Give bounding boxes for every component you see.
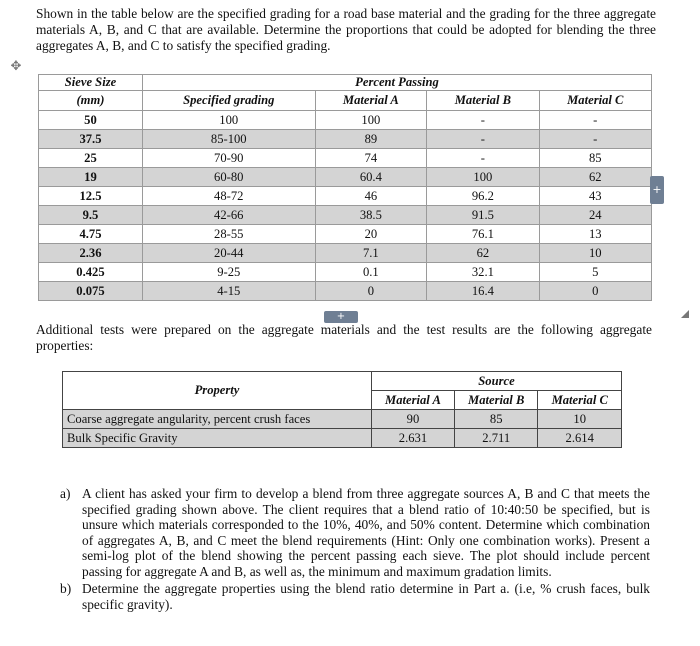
col-header-material-b: Material B [427, 91, 539, 111]
grading-table [38, 74, 652, 301]
table-row: Bulk Specific Gravity 2.631 2.711 2.614 [63, 429, 622, 448]
table-row: Coarse aggregate angularity, percent crush faces 90 85 10 [63, 410, 622, 429]
list-item [60, 486, 650, 579]
table-row: 19 60-80 60.4 100 62 [39, 168, 652, 187]
table-row: 37.5 85-100 89 - - [39, 130, 652, 149]
table-resize-handle-icon[interactable] [681, 310, 689, 318]
percent-passing-header: Percent Passing [142, 75, 651, 91]
table-row: 0.075 4-15 0 16.4 0 [39, 282, 652, 301]
questions-list [60, 486, 650, 614]
col-header-material-c: Material C [539, 91, 651, 111]
source-header: Source [372, 372, 622, 391]
property-table [62, 371, 622, 448]
col-header-specified-grading: Specified grading [142, 91, 315, 111]
col-header-material-a: Material A [315, 91, 427, 111]
question-text: Determine the aggregate properties using the blend ratio determine in Part a. (i.e, % crush faces, bulk specific gravity). [82, 581, 650, 612]
table-row: 9.5 42-66 38.5 91.5 24 [39, 206, 652, 225]
additional-tests-paragraph: Additional tests were prepared on the aggregate materials and the test results are the following aggregate properties: [36, 322, 652, 353]
table-move-handle-icon[interactable]: ✥ [10, 58, 22, 73]
prop-col-material-b: Material B [454, 391, 538, 410]
intro-paragraph: Shown in the table below are the specified grading for a road base material and the grading for the three aggregate materials A, B, and C that are available. Determine the proportions that could be adopted for blending the three aggregates A, B, and C to satisfy the specified grading. [36, 6, 656, 53]
question-label: b) [60, 581, 72, 596]
table-row: 25 70-90 74 - 85 [39, 149, 652, 168]
table-row: 0.425 9-25 0.1 32.1 5 [39, 263, 652, 282]
table-row: 2.36 20-44 7.1 62 10 [39, 244, 652, 263]
sieve-size-header: Sieve Size [39, 75, 143, 91]
property-header: Property [63, 372, 372, 410]
sieve-size-unit: (mm) [39, 91, 143, 111]
prop-col-material-c: Material C [538, 391, 622, 410]
question-text: A client has asked your firm to develop a blend from three aggregate sources A, B and C that meets the specified grading shown above. The client requires that a blend ratio of 10:40:50 be specified, but is unsure which materials corresponded to the 10%, 40%, and 50% content. Determine which combination of aggregates A, B, and C meet the blend requirements (Hint: Only one combination works). Present a semi-log plot of the blend showing the percent passing each sieve. The plot should include percent passing for aggregate A and B, as well as, the minimum and maximum gradation limits. [82, 486, 650, 579]
table-row: 12.5 48-72 46 96.2 43 [39, 187, 652, 206]
question-label: a) [60, 486, 71, 501]
table-row: 50 100 100 - - [39, 111, 652, 130]
prop-col-material-a: Material A [372, 391, 455, 410]
add-row-plus-icon[interactable]: + [324, 311, 358, 323]
table-row: 4.75 28-55 20 76.1 13 [39, 225, 652, 244]
add-column-plus-icon[interactable]: + [650, 176, 664, 204]
list-item [60, 581, 650, 612]
